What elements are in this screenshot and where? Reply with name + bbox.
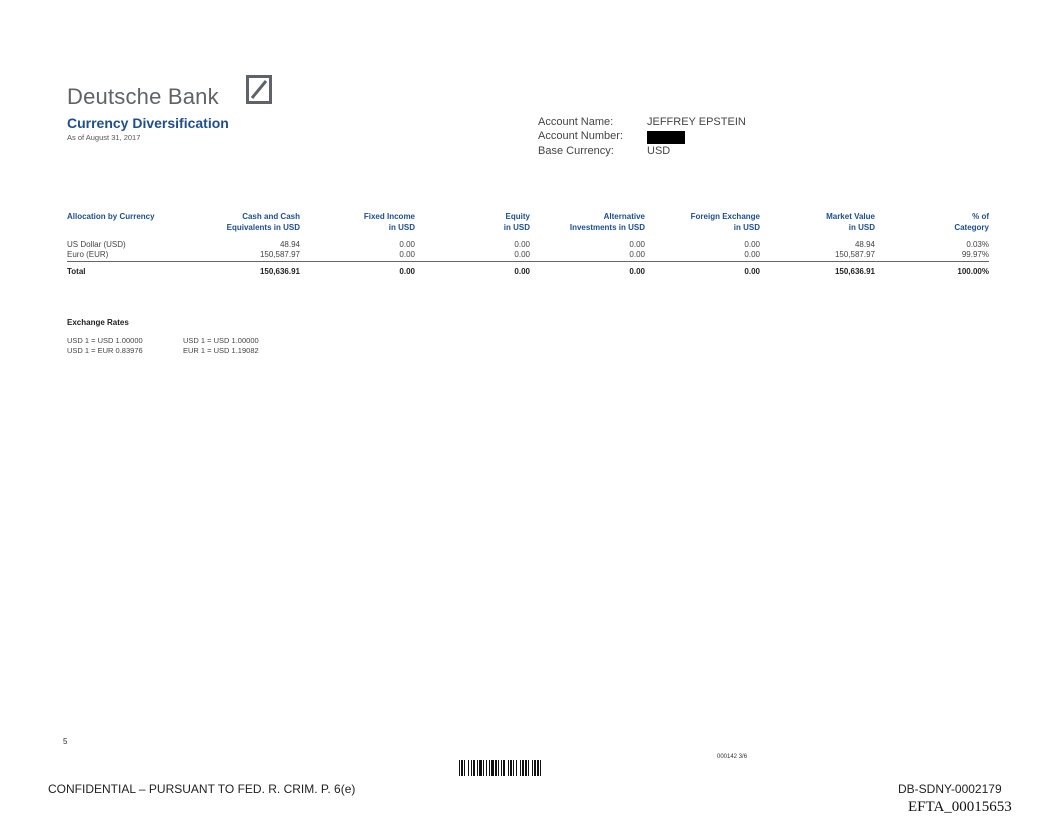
table-cell: 0.03% [966,240,989,249]
header-alternative: Alternative Investments in USD [569,212,645,232]
header-market-value: Market Value in USD [826,212,875,232]
table-cell: 48.94 [279,240,300,249]
header-percent-category: % of Category [954,212,989,232]
barcode-bar [489,760,490,776]
table-cell: 0.00 [300,250,415,262]
header-equity: Equity in USD [503,212,530,232]
table-cell: 0.00 [514,240,530,249]
total-cell: 0.00 [629,267,645,276]
barcode-bar [516,760,517,776]
account-name-value: JEFFREY EPSTEIN [647,116,746,128]
barcode-number: 000142 3/6 [717,754,748,760]
header-fixed-income: Fixed Income in USD [363,212,415,232]
account-name-label: Account Name: [538,116,614,128]
total-row [67,262,989,278]
table-cell: 48.94 [854,240,875,249]
exchange-rates-col2 [183,336,259,356]
barcode-bar [510,760,512,776]
barcode-icon [459,760,613,781]
total-cell: 100.00% [957,267,989,276]
header-foreign-exchange: Foreign Exchange in USD [690,212,760,232]
header-allocation: Allocation by Currency [67,212,155,221]
confidential-notice: CONFIDENTIAL – PURSUANT TO FED. R. CRIM. P. 6(e) [48,782,356,796]
table-cell: 0.00 [744,240,760,249]
exchange-rate-line: EUR 1 = USD 1.19082 [183,346,259,355]
barcode-bar [495,760,497,776]
barcode-bar [501,760,502,776]
barcode-bar [503,760,505,776]
table-cell: 0.00 [629,240,645,249]
barcode-bar [520,760,521,776]
allocation-table [67,211,989,277]
as-of-date: As of August 31, 2017 [67,133,141,142]
total-cell: 0.00 [514,267,530,276]
total-cell: 0.00 [399,267,415,276]
barcode-bar [540,760,541,776]
exchange-rate-line: USD 1 = USD 1.00000 [183,336,259,345]
barcode-bar [471,760,472,776]
exchange-rates-col1 [67,336,143,356]
header-cash: Cash and Cash Equivalents in USD [226,212,300,232]
barcode-bar [483,760,484,776]
exchange-rate-line: USD 1 = USD 1.00000 [67,336,143,345]
barcode-bar [522,760,524,776]
barcode-bar [461,760,463,776]
barcode-bar [532,760,533,776]
table-cell: 99.97% [875,250,989,262]
base-currency-value: USD [647,145,671,157]
table-header-row [67,211,989,240]
barcode-bar [464,760,465,776]
table-cell: 0.00 [645,250,760,262]
barcode-bar [459,760,460,776]
barcode-bar [486,760,487,776]
brand-name: Deutsche Bank [67,84,219,109]
table-row [67,240,989,250]
efta-id: EFTA_00015653 [908,799,1012,815]
table-cell: Euro (EUR) [67,250,187,262]
barcode-bar [525,760,527,776]
table-cell: 0.00 [415,250,530,262]
deutsche-bank-logo-icon [246,75,272,104]
barcode-bar [528,760,529,776]
document-id: DB-SDNY-0002179 [898,782,1002,796]
page-number: 5 [63,737,68,746]
barcode-bar [479,760,482,776]
barcode-bar [468,760,469,776]
total-cell: 0.00 [744,267,760,276]
table-row [67,250,989,262]
exchange-rate-line: USD 1 = EUR 0.83976 [67,346,143,355]
barcode-bar [498,760,499,776]
barcode-bar [491,760,494,776]
total-cell: 150,636.91 [259,267,300,276]
table-cell: 0.00 [399,240,415,249]
exchange-rates-title: Exchange Rates [67,318,129,327]
barcode-bar [477,760,478,776]
table-cell: 150,587.97 [760,250,875,262]
account-number-label: Account Number: [538,130,623,142]
barcode-bar [473,760,475,776]
barcode-bar [508,760,509,776]
table-cell: 0.00 [530,250,645,262]
redaction-box [647,131,685,144]
base-currency-label: Base Currency: [538,145,614,157]
barcode-bar [537,760,539,776]
total-cell: 150,636.91 [834,267,875,276]
total-label: Total [67,267,86,276]
table-cell: US Dollar (USD) [67,240,126,249]
table-cell: 150,587.97 [187,250,300,262]
page-title: Currency Diversification [67,115,229,131]
barcode-bar [534,760,536,776]
barcode-bar [513,760,514,776]
